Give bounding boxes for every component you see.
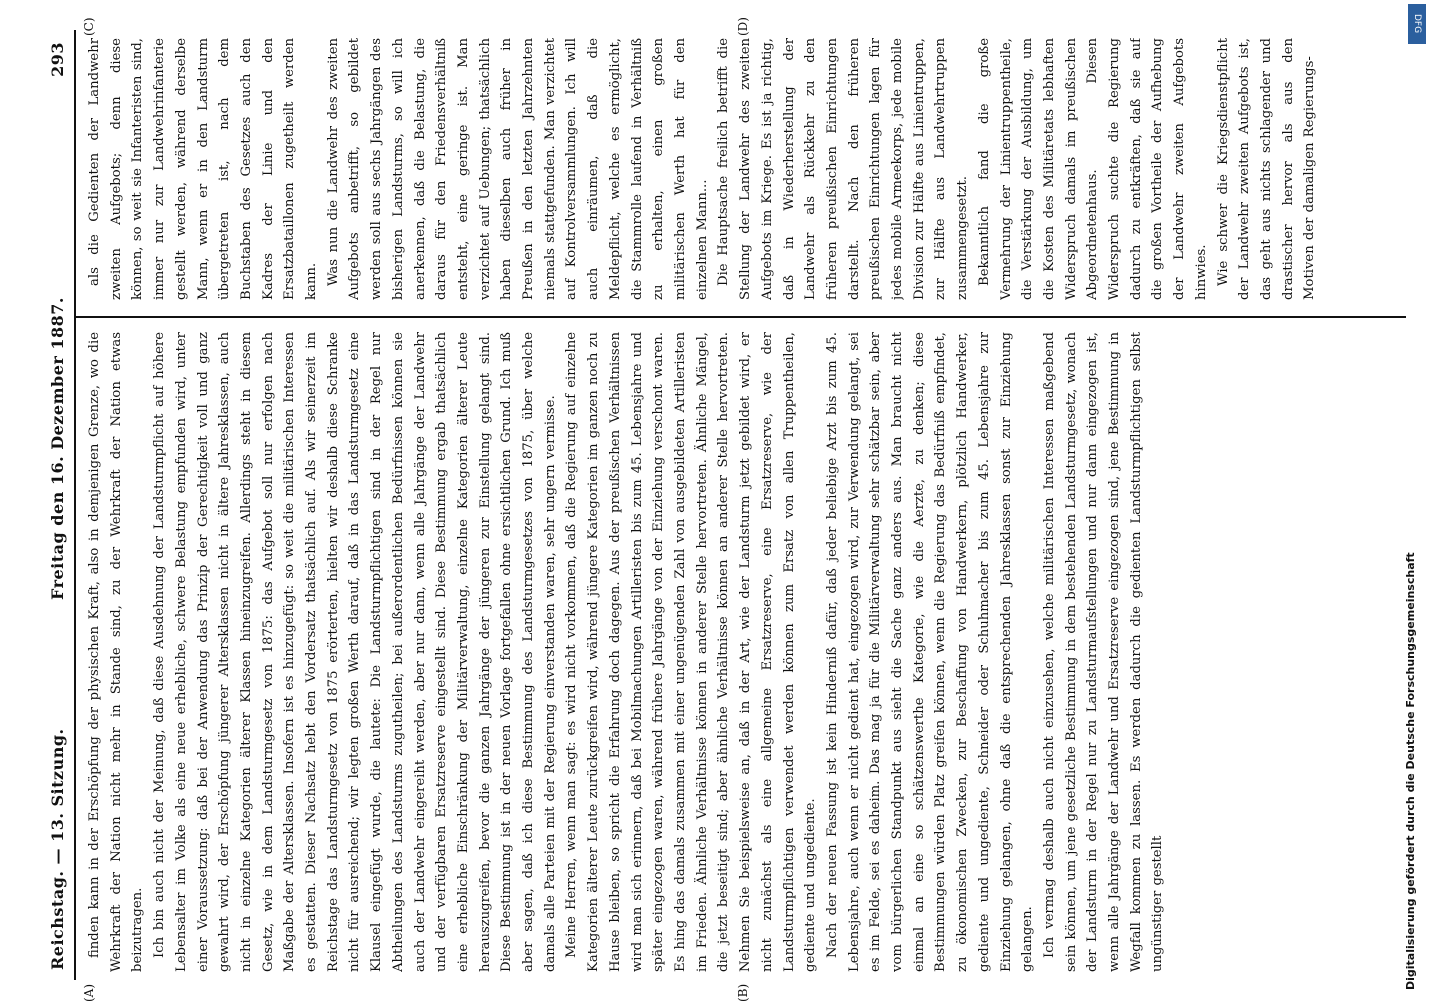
rotated-newspaper-page bbox=[46, 17, 1416, 1002]
margin-mark-a: (A) bbox=[82, 983, 96, 1002]
header-date: Freitag den 16. Dezember 1887. bbox=[48, 297, 67, 600]
paragraph: Ich vermag deshalb auch nicht einzusehen, welche militärischen Interessen maßgebend sein können, um jene gesetzliche Bestimmung in dem bestehenden Landsturmgesetz, wonach der Landsturm in der Regel nur zu Landsturmaufstellungen und nur dann eingezogen ist, wenn alle Jahrgänge der Landwehr und Ersatzreserve eingezogen sind, jene Bestimmung in Wegfall kommen zu lassen. Es werden dadurch die gedienten Landsturmpflichtigen selbst ungünstiger gestellt bbox=[1041, 332, 1166, 972]
paragraph: als die Gedienten der Landwehr zweiten Aufgebots; denn diese können, so weit sie Infanteristen sind, immer nur zur Landwehrinfanterie gestellt werden, während derselbe Mann, wenn er in den Landsturm übergetreten ist, nach dem Buchstaben des Gesetzes auch den Kadres der Linie und den Ersatzbataillonen zugetheilt werden kann. bbox=[87, 38, 320, 300]
page-header bbox=[46, 30, 72, 980]
paragraph: Meine Herren, wenn man sagt: es wird nicht vorkommen, daß die Regierung auf einzelne Kategorien älterer Leute zurückgreifen wird, während jüngere Kategorien im ganzen noch zu Hause bleiben, so spricht die Erfahrung doch dagegen. Aus der preußischen Verhältnissen wird man sich erinnern, daß bei Mobilmachungen Artilleristen bis zum 45. Lebensjahre und später eingezogen waren, während frühere Jahrgänge von der Einziehung verschont waren. Es hing das damals zusammen mit einer ungenügenden Zahl von ausgebildeten Artilleristen im Frieden. Ähnliche Verhältnisse können in anderer Stelle hervortreten. Ähnliche Mängel, die jetzt beseitigt sind; aber ähnliche Verhältnisse können an anderer Stelle hervortreten. Nehmen Sie beispielsweise an, daß in der Art, wie der Landsturm jetzt gebildet wird, er nicht zunächst als eine allgemeine Ersatzreserve, eine Ersatzreserve, wie der Landsturmpflichtigen verwendet werden können zum Ersatz von allen Truppentheilen, gediente und ungediente. bbox=[564, 332, 819, 972]
paragraph: Nach der neuen Fassung ist kein Hinderniß dafür, daß jeder beliebige Arzt bis zum 45. Lebensjahre, auch wenn er nicht gedient hat, eingezogen wird, zur Verwendung gelangt, sei es im Felde, sei es daheim. Das mag ja für die Militärverwaltung sehr schätzbar sein, aber vom bürgerlichen Standpunkt aus sieht die Sache ganz anders aus. Man braucht nicht einmal an eine so schätzenswerthe Kategorie, wie die Aerzte, zu denken; diese Bestimmungen würden Platz greifen können, wenn die Regierung das Bedürfniß empfindet, zu ökonomischen Zwecken, zur Beschaffung von Handwerkern, plötzlich Handwerker, gediente und ungediente, Schneider oder Schuhmacher bis zum 45. Lebensjahre zur Einziehung gelangen, ohne daß die entsprechenden Jahresklassen sonst zur Einziehung gelangen. bbox=[824, 332, 1036, 972]
header-rule bbox=[74, 30, 76, 980]
margin-mark-d: (D) bbox=[736, 17, 750, 36]
paragraph: Die Hauptsache freilich betrifft die Stellung der Landwehr des zweiten Aufgebots im Kriege. Es ist ja richtig, daß in Wiederherstellung der Landwehr als Rückkehr zu den früheren preußischen Einrichtungen darstellt. Nach den früheren preußischen Einrichtungen lagen für jedes mobile Armeekorps, jede mobile Division zur Hälfte aus Linientruppen, zur Hälfte aus Landwehrtruppen zusammengesetzt. bbox=[716, 38, 971, 300]
paragraph: Ich bin auch nicht der Meinung, daß diese Ausdehnung der Landsturmpflicht auf höhere Lebensalter im Volke als eine neue erhebliche, schwere Belastung empfunden wird, unter einer Voraussetzung: daß bei der Anwendung das Prinzip der Gerechtigkeit voll und ganz gewahrt wird, der Erschöpfung jüngerer Altersklassen nicht in ältere Jahresklassen, auch nicht in einzelne Kategorien älterer Klassen hineinzugreifen. Allerdings steht in diesem Gesetz, wie in dem Landsturmgesetz von 1875: das Aufgebot soll nur erfolgen nach Maßgabe der Altersklassen. Insofern ist es hinzugefügt: so weit die militärischen Interessen es gestatten. Dieser Nachsatz hebt den Vordersatz thatsächlich auf. Als wir seinerzeit im Reichstage das Landsturmgesetz von 1875 erörterten, hielten wir deshalb diese Schranke nicht für ausreichend; wir legten großen Werth darauf, daß in das Landsturmgesetz eine Klausel eingefügt wurde, die lautete: Die Landsturmpflichtigen sind in der Regel nur Abtheilungen des Landsturms zugutheilen; bei außerordentlichen Bedürfnissen können sie auch der Landwehr eingereiht werden, aber nur dann, wenn alle Jahrgänge der Landwehr und der verfügbaren Ersatzreserve eingestellt sind. Diese Bestimmung ergab thatsächlich eine erhebliche Einschränkung der Militärverwaltung, einzelne Kategorien älterer Leute herauszugreifen, bevor die ganzen Jahrgänge der jüngeren zur Einstellung gelangt sind. Diese Bestimmung ist in der neuen Vorlage fortgefallen ohne ersichtlichen Grund. Ich muß aber sagen, daß ich diese Bestimmung des Landsturmgesetzes von 1875, über welche damals alle Parteien mit der Regierung einverstanden waren, sehr ungern vermisse. bbox=[152, 332, 558, 972]
paragraph: finden kann in der Erschöpfung der physischen Kraft, also in demjenigen Grenze, wo die Wehrkraft der Nation nicht mehr in Stande sind, zu der Wehrkraft der Nation etwas beizutragen. bbox=[87, 332, 146, 972]
column-divider bbox=[76, 316, 1406, 318]
page-number: 293 bbox=[48, 42, 67, 77]
dfg-logo: DFG bbox=[1408, 4, 1426, 44]
header-session: Reichstag. — 13. Sitzung. bbox=[48, 728, 67, 970]
margin-mark-c: (C) bbox=[82, 17, 96, 36]
margin-mark-b: (B) bbox=[736, 983, 750, 1002]
paragraph: Bekanntlich fand die große Vermehrung der Linientruppentheile, die Verstärkung der Ausbildung, um die Kosten des Militäretats lebhaften Widerspruch damals im preußischen Abgeordnetenhaus. Diesen Widerspruch suchte die Regierung dadurch zu entkräften, daß sie auf die großen Vortheile der Aufhebung der Landwehr zweiten Aufgebots hinwies. bbox=[976, 38, 1209, 300]
left-column bbox=[84, 332, 1404, 972]
paragraph: Wie schwer die Kriegsdienstpflicht der Landwehr zweiten Aufgebots ist, das geht aus nichts schlagender und drastischer hervor als aus den Motiven der damaligen Regierungs- bbox=[1215, 38, 1318, 300]
digitization-credit: Digitalisierung gefördert durch die Deutsche Forschungsgemeinschaft bbox=[1404, 552, 1417, 990]
paragraph: Was nun die Landwehr des zweiten Aufgebots anbetrifft, so gebildet werden soll aus sechs Jahrgängen des bisherigen Landsturms, so will ich anerkennen, daß die Belastung, die daraus für den Friedensverhältniß entsteht, eine geringe ist. Man verzichtet auf Uebungen; thatsächlich haben dieselben auch früher in Preußen in den letzten Jahrzehnten niemals stattgefunden. Man verzichtet auf Kontrolversammlungen. Ich will auch einräumen, daß die Meldepflicht, welche es ermöglicht, die Stammrolle laufend in Verhältniß zu erhalten, einen großen militärischen Werth hat für den einzelnen Mann... bbox=[325, 38, 710, 300]
right-column bbox=[84, 38, 1404, 300]
